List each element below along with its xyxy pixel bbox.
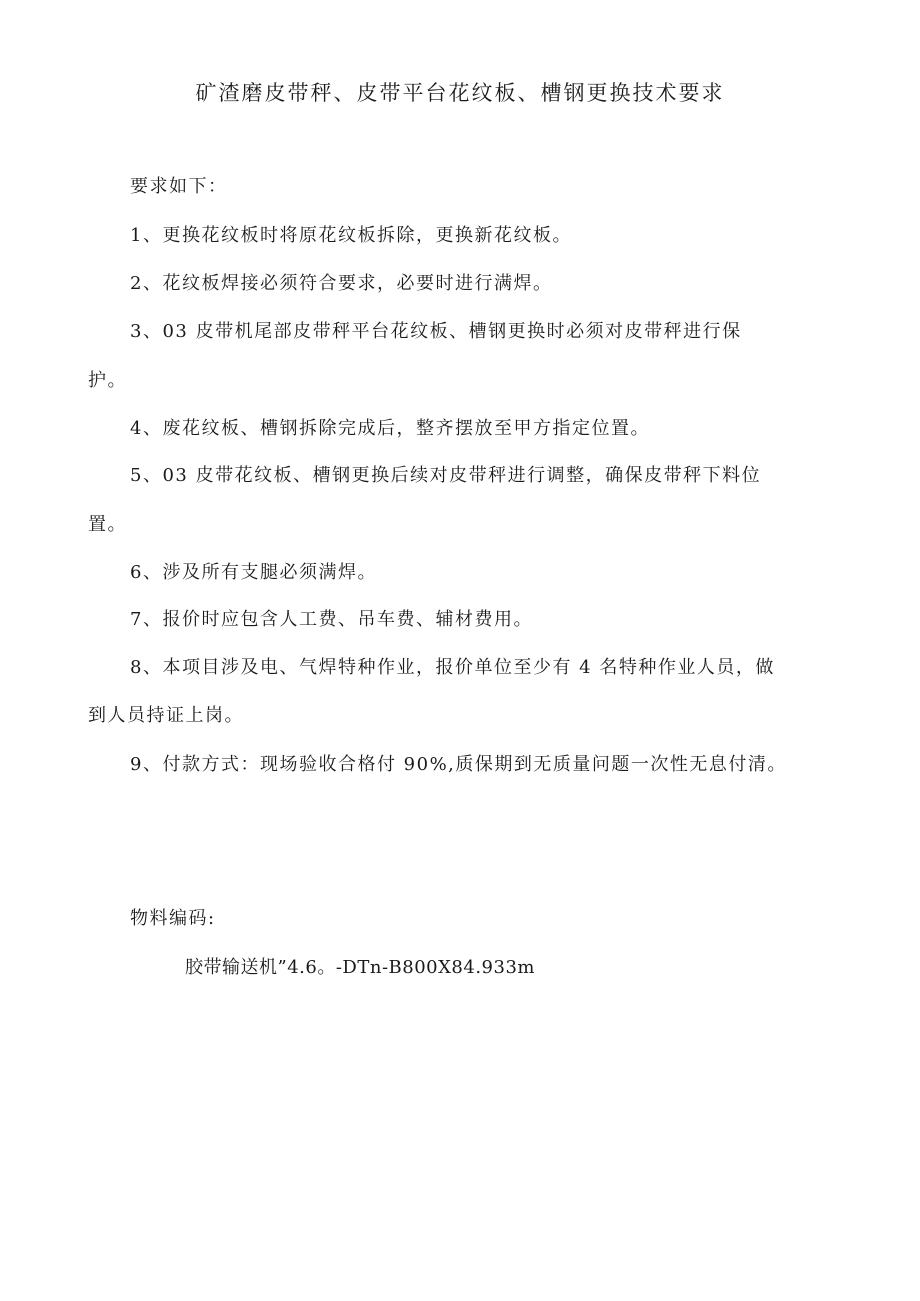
requirement-3: 3、03 皮带机尾部皮带秤平台花纹板、槽钢更换时必须对皮带秤进行保 bbox=[130, 321, 742, 342]
requirement-5: 5、03 皮带花纹板、槽钢更换后续对皮带秤进行调整，确保皮带秤下料位 bbox=[130, 465, 762, 486]
material-label: 物料编码: bbox=[130, 908, 216, 929]
requirement-7: 7、报价时应包含人工费、吊车费、辅材费用。 bbox=[130, 609, 533, 630]
requirement-1: 1、更换花纹板时将原花纹板拆除，更换新花纹板。 bbox=[130, 225, 572, 246]
requirement-8-cont: 到人员持证上岗。 bbox=[88, 705, 244, 726]
requirement-4: 4、废花纹板、槽钢拆除完成后，整齐摆放至甲方指定位置。 bbox=[130, 418, 650, 439]
requirement-8: 8、本项目涉及电、气焊特种作业，报价单位至少有 4 名特种作业人员，做 bbox=[130, 657, 775, 678]
requirement-9: 9、付款方式：现场验收合格付 90%,质保期到无质量问题一次性无息付清。 bbox=[130, 754, 787, 775]
material-code: 胶带输送机”4.6。-DTn-B800X84.933m bbox=[185, 957, 535, 978]
requirement-2: 2、花纹板焊接必须符合要求，必要时进行满焊。 bbox=[130, 273, 553, 294]
document-title: 矿渣磨皮带秤、皮带平台花纹板、槽钢更换技术要求 bbox=[195, 81, 725, 105]
requirement-6: 6、涉及所有支腿必须满焊。 bbox=[130, 562, 377, 583]
intro-text: 要求如下： bbox=[130, 176, 228, 197]
requirement-3-cont: 护。 bbox=[88, 370, 127, 391]
requirement-5-cont: 置。 bbox=[88, 514, 127, 535]
